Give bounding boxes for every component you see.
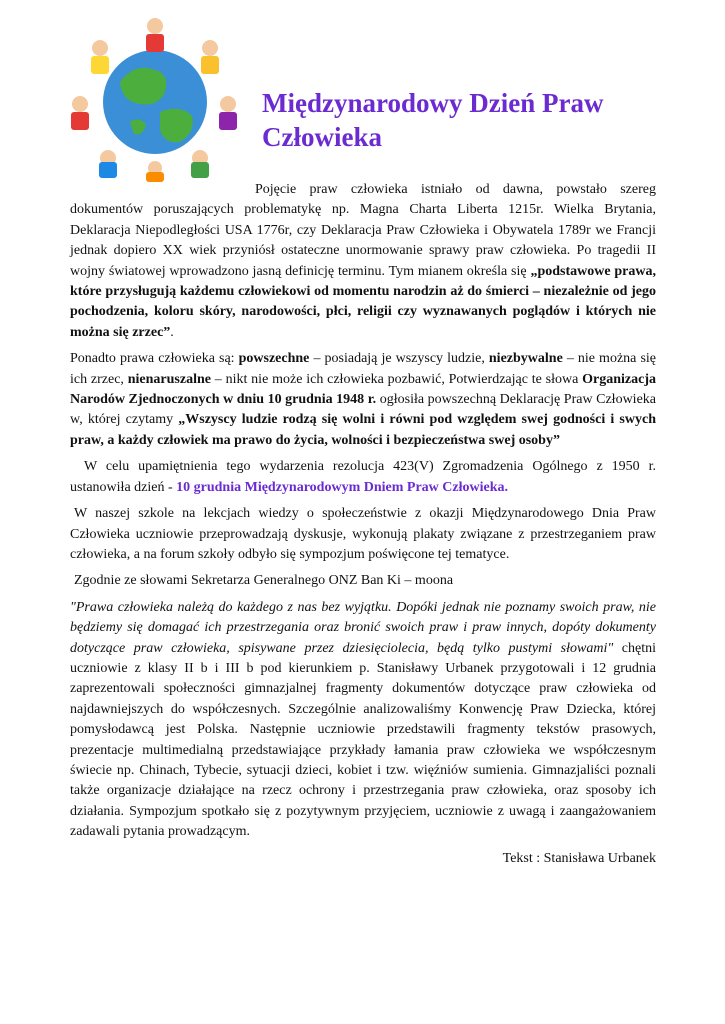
article-body (70, 180, 656, 875)
text-run: ogłosiła powszechną Deklarację Praw Człowieka w, której czytamy (70, 392, 656, 428)
paragraph-school: W naszej szkole na lekcjach wiedzy o społeczeństwie z okazji Międzynarodowego Dnia Praw Człowieka uczniowie przeprowadzają dyskusje, wykonują plakaty związane z przestrzeganiem praw człowieka, a na forum szkoły odbyło się sympozjum poświęcone tej tematyce. (70, 506, 656, 562)
term-bold: nienaruszalne (127, 371, 211, 387)
text-run: Pojęcie praw człowieka istniało od dawna, powstało szereg dokumentów poruszających problematykę np. Magna Charta Liberta 1215r. Wielka Brytania, Deklaracja Niepodległości USA 1776r, czy Deklaracja Praw Człowieka i Obywatela 1789r we Francji jednak dopiero XX wiek przyniósł ostateczne unormowanie sprawy praw człowieka. Po tragedii II wojny światowej wprowadzono jasną definicję terminu. Tym mianem określa się (70, 182, 656, 279)
children-around-globe-icon (60, 12, 250, 182)
quote-italic: "Prawa człowieka należą do każdego z nas bez wyjątku. Dopóki jednak nie poznamy swoich praw, nie będziemy się domagać ich przestrzegania oraz bronić swoich praw i praw innych, dopóty dokumenty dotyczące praw człowieka, spisywane przez dziesięciolecia, będą tylko pustymi słowami" (70, 599, 656, 656)
highlight-date: 10 grudnia Międzynarodowym Dniem Praw Człowieka. (176, 479, 508, 495)
term-bold: niezbywalne (488, 351, 563, 367)
paragraph-intro (70, 180, 656, 343)
text-run: chętni uczniowie z klasy II b i III b pod kierunkiem p. Stanisławy Urbanek przygotowali i 12 grudnia zaprezentowali społeczności gimnazjalnej fragmenty dokumentów dotyczące praw człowieka od najdawniejszych do współczesnych. Szczególnie analizowaliśmy Konwencję Praw Dziecka, której pomysłodawcą jest Polska. Następnie uczniowie przedstawili fragmenty tekstów prasowych, prezentacje multimedialną przedstawiające przykłady łamania praw człowieka we współczesnym świecie np. Chinach, Tybecie, sytuacji dzieci, kobiet i tzw. więźniów sumienia. Gimnazjaliści poznali także organizacje działające na rzecz ochrony i przestrzegania praw człowieka, oraz sposoby ich działania. Sympozjum spotkało się z pozytywnym przyjęciem, uczniowie z uwagą i zaangażowaniem zadawali pytania prowadzącym. (70, 640, 656, 840)
definition-bold: „podstawowe prawa, które przysługują każdemu człowiekowi od momentu narodzin aż do śmierci – niezależnie od jego pochodzenia, koloru skóry, narodowości, płci, religii czy wyznawanych poglądów i których nie można się zrzec” (70, 263, 656, 340)
paragraph-symposium (70, 598, 656, 843)
signature: Tekst : Stanisława Urbanek (502, 850, 656, 866)
paragraph-resolution (70, 457, 656, 498)
text-run: . (170, 324, 174, 340)
text-run: – posiadają je wszyscy ludzie, (309, 351, 489, 367)
text-run: – nikt nie może ich człowieka pozbawić, Potwierdzając te słowa (210, 371, 583, 387)
term-bold: powszechne (238, 351, 310, 367)
paragraph-rights (70, 349, 656, 451)
page-title: Międzynarodowy Dzień Praw Człowieka (262, 88, 604, 152)
paragraph-secretary: Zgodnie ze słowami Sekretarza Generalnego ONZ Ban Ki – moona (74, 573, 454, 589)
text-run: – nie można się ich zrzec, (70, 351, 656, 387)
quote-bold: „Wszyscy ludzie rodzą się wolni i równi pod względem swej godności i swych praw, a każdy człowiek ma prawo do życia, wolności i bezpieczeństwa swej osoby” (70, 412, 656, 448)
term-bold: Organizacja Narodów Zjednoczonych w dniu 10 grudnia 1948 r. (70, 371, 656, 408)
text-run: Ponadto prawa człowieka są: (70, 351, 239, 367)
text-run: W celu upamiętnienia tego wydarzenia rezolucja 423(V) Zgromadzenia Ogólnego z 1950 r. ustanowiła dzień - (70, 459, 656, 495)
